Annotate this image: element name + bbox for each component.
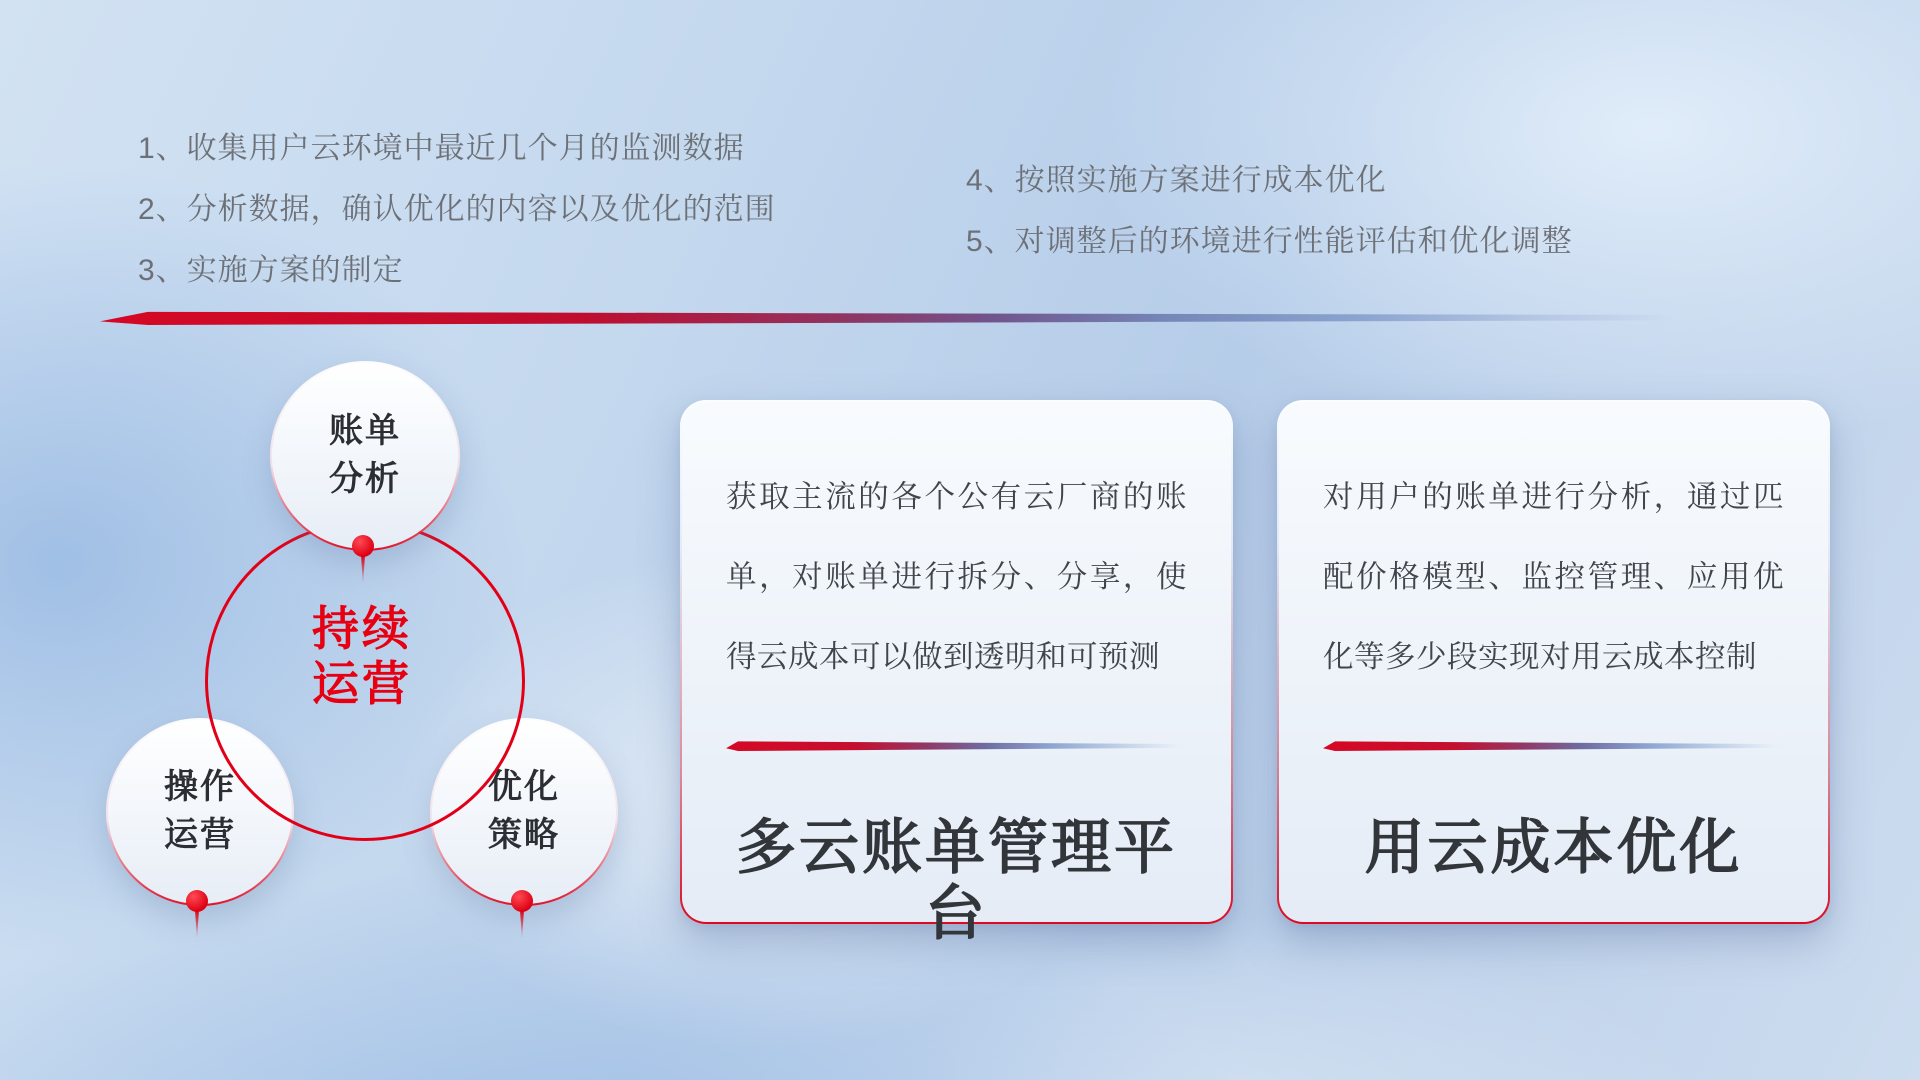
label-line: 运营 xyxy=(312,657,412,711)
card-body-text: 对用户的账单进行分析，通过匹配价格模型、监控管理、应用优化等多少段实现对用云成本控制 xyxy=(1323,480,1784,674)
card-multicloud-billing xyxy=(680,400,1233,947)
card-divider-line xyxy=(1323,741,1784,751)
diagram-node-label xyxy=(488,764,560,859)
connector-tail xyxy=(520,910,524,940)
connector-tail xyxy=(195,910,199,940)
diagram-node-bill-analysis xyxy=(270,361,460,551)
diagram-node-label xyxy=(329,408,401,503)
label-line: 分析 xyxy=(329,460,401,498)
card-divider-line xyxy=(726,741,1187,751)
label-line: 策略 xyxy=(488,816,560,854)
process-step-5: 5、对调整后的环境进行性能评估和优化调整 xyxy=(966,225,1573,258)
connector-dot-bottom-right xyxy=(511,890,533,912)
card-cloud-cost-optimization xyxy=(1277,400,1830,924)
card-title: 用云成本优化 xyxy=(1364,814,1743,881)
process-step-2: 2、分析数据，确认优化的内容以及优化的范围 xyxy=(138,193,776,226)
diagram-node-label xyxy=(164,764,236,859)
connector-dot-top xyxy=(352,535,374,557)
diagram-center-label xyxy=(252,601,472,712)
process-step-3: 3、实施方案的制定 xyxy=(138,254,404,287)
process-step-1: 1、收集用户云环境中最近几个月的监测数据 xyxy=(138,132,745,165)
step-list-left xyxy=(138,118,776,301)
label-line: 优化 xyxy=(488,768,560,807)
section-divider-line xyxy=(100,311,1692,325)
label-line: 账单 xyxy=(329,412,401,451)
label-line: 持续 xyxy=(312,602,412,655)
connector-dot-bottom-left xyxy=(186,890,208,912)
label-line: 运营 xyxy=(164,816,236,854)
label-line: 操作 xyxy=(164,768,236,807)
process-step-4: 4、按照实施方案进行成本优化 xyxy=(966,164,1387,197)
card-body-text: 获取主流的各个公有云厂商的账单，对账单进行拆分、分享，使得云成本可以做到透明和可预测 xyxy=(726,480,1187,674)
step-list-right xyxy=(966,150,1573,272)
card-title: 多云账单管理平台 xyxy=(736,814,1177,947)
